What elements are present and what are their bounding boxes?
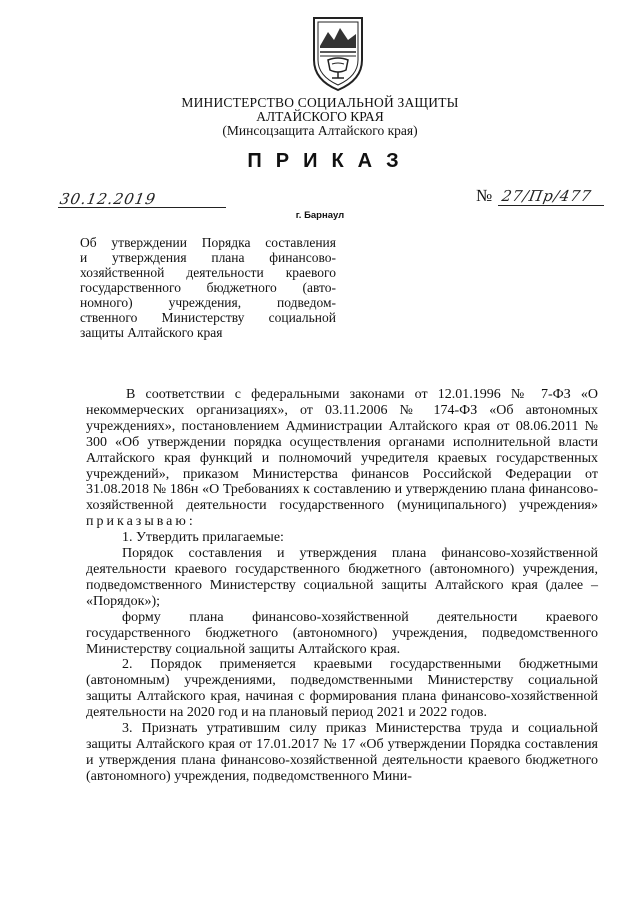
document-type-title: ПРИКАЗ xyxy=(247,150,413,172)
subject-line: государственного бюджетного (авто- xyxy=(80,280,336,295)
city-label: г. Барнаул xyxy=(295,210,345,221)
subject-line: и утверждения плана финансово- xyxy=(80,250,336,265)
number-underline xyxy=(498,205,604,206)
order-body xyxy=(86,387,598,785)
item-2-paragraph: 2. Порядок применяется краевыми государственными бюджетными (автономным) учреждениями, подведомственными Министерству социальной защиты Алтайского края, начиная с формирования плана финансово-хозяйственной деятельности на 2020 год и на плановый период 2021 и 2022 годов. xyxy=(86,657,598,721)
item-1b-paragraph: форму плана финансово-хозяйственной деятельности краевого государственного бюджетного (автономного) учреждения, подведомственного Министерству социальной защиты Алтайского края. xyxy=(86,609,598,657)
preamble-text: В соответствии с федеральными законами от 12.01.1996 № 7-ФЗ «О некоммерческих организациях», от 03.11.2006 № 174-ФЗ «Об автономных учреждениях», постановлением Администрации Алтайского края от 08.06.2011 № 300 «Об утверждении порядка осуществления органами исполнительной власти Алтайского края функций и полномочий учредителя краевых государственных учреждений», приказом Министерства финансов Российской Федерации от 31.08.2018 № 186н «О Требованиях к составлению и утверждению плана финансово-хозяйственной деятельности государственного (муниципального) учреждения» xyxy=(86,387,598,514)
item-1a-paragraph: Порядок составления и утверждения плана финансово-хозяйственной деятельности краевого государственного бюджетного (автономного) учреждения, подведомственного Министерству социальной защиты Алтайского края (далее – «Порядок»); xyxy=(86,546,598,609)
handwritten-date: 30.12.2019 xyxy=(58,190,158,208)
preamble-paragraph xyxy=(86,387,598,530)
subject-line: защиты Алтайского края xyxy=(80,325,223,340)
ministry-name: МИНИСТЕРСТВО СОЦИАЛЬНОЙ ЗАЩИТЫ xyxy=(181,95,459,110)
number-label: № xyxy=(476,186,493,205)
coat-of-arms-emblem xyxy=(306,14,370,94)
subject-line: Об утверждении Порядка составления xyxy=(80,235,336,250)
subject-line: номного) учреждения, подведом- xyxy=(80,295,336,310)
handwritten-order-number: 27/Пр/477 xyxy=(500,187,594,205)
item-3-paragraph: 3. Признать утратившим силу приказ Министерства труда и социальной защиты Алтайского края от 17.01.2017 № 17 «Об утверждении Порядка составления и утверждения плана финансово-хозяйственной деятельности краевого бюджетного (автономного) учреждения, подведомственного Мини- xyxy=(86,721,598,784)
order-subject xyxy=(80,235,336,340)
item-1-paragraph: 1. Утвердить прилагаемые: xyxy=(122,530,284,546)
order-word: приказываю: xyxy=(86,514,196,530)
date-underline xyxy=(58,207,226,208)
ministry-short-name: (Минсоцзащита Алтайского края) xyxy=(222,123,418,138)
subject-line: хозяйственной деятельности краевого xyxy=(80,265,336,280)
ministry-region: АЛТАЙСКОГО КРАЯ xyxy=(256,109,384,124)
subject-line: ственного Министерству социальной xyxy=(80,310,336,325)
